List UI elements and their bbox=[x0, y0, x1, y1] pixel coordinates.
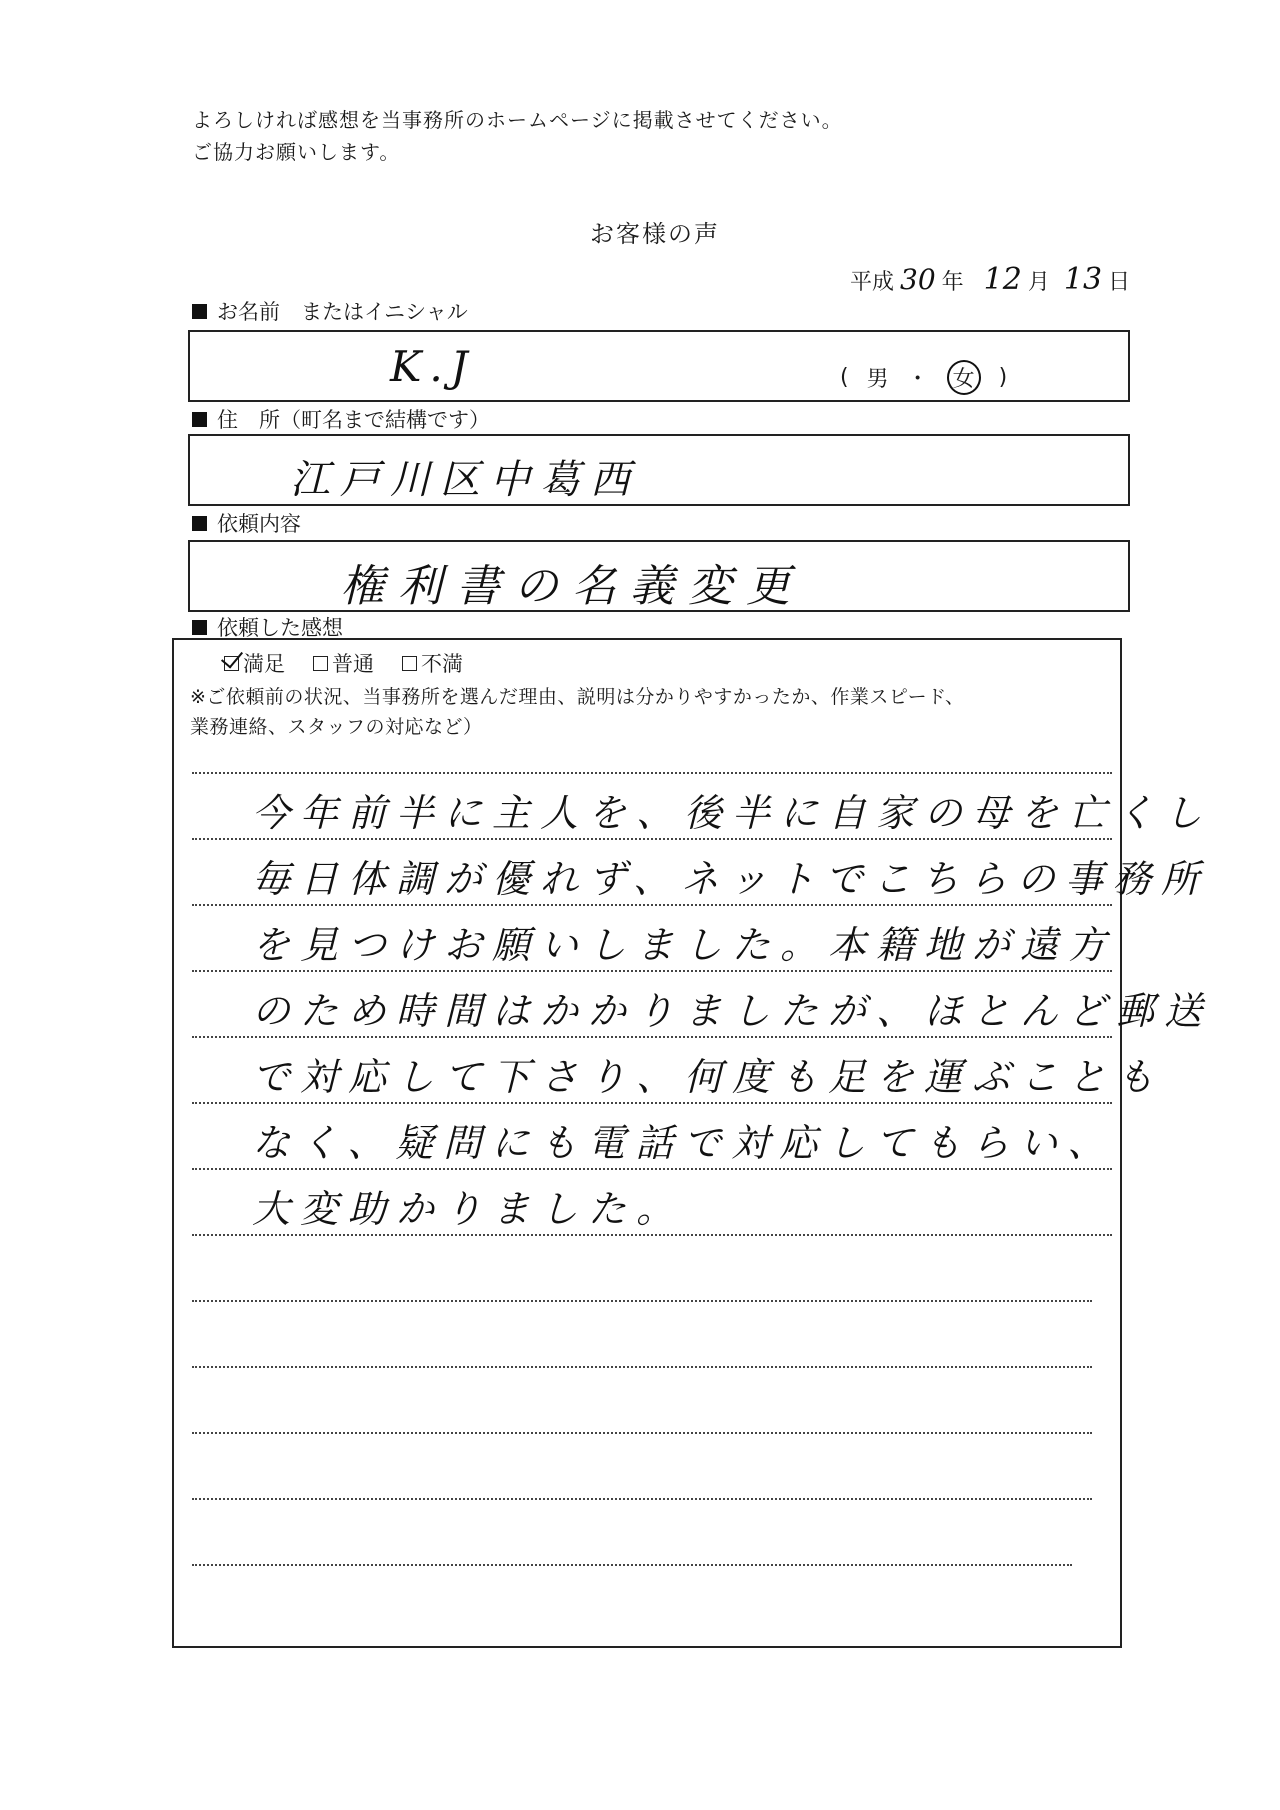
feedback-line-5: で対応して下さり、何度も足を運ぶことも bbox=[252, 1055, 1165, 1099]
ruled-line bbox=[192, 1168, 1112, 1170]
ruled-line bbox=[192, 1036, 1112, 1038]
option-normal bbox=[313, 648, 374, 678]
request-value: 権利書の名義変更 bbox=[340, 561, 804, 612]
gender-female-circled: 女 bbox=[947, 360, 981, 395]
square-bullet-icon bbox=[192, 304, 207, 319]
date-year: 30 bbox=[900, 263, 936, 296]
address-value: 江戸川区中葛西 bbox=[290, 457, 640, 503]
date-month: 12 bbox=[983, 262, 1022, 297]
page-title: お客様の声 bbox=[590, 220, 720, 248]
gender-selector bbox=[840, 360, 1007, 395]
ruled-line bbox=[192, 772, 1112, 774]
option-dissatisfied-label: 不満 bbox=[421, 652, 463, 676]
name-label-text: お名前 またはイニシャル bbox=[217, 300, 468, 324]
header-line-2: ご協力お願いします。 bbox=[192, 140, 401, 164]
address-label bbox=[192, 404, 490, 434]
request-box bbox=[188, 540, 1130, 612]
ruled-line bbox=[192, 1432, 1092, 1434]
square-bullet-icon bbox=[192, 412, 207, 427]
option-normal-label: 普通 bbox=[332, 652, 374, 676]
gender-separator: ・ bbox=[906, 367, 929, 392]
gender-male: 男 bbox=[866, 367, 889, 392]
gender-close: ) bbox=[998, 365, 1008, 390]
feedback-line-1: 今年前半に主人を、後半に自家の母を亡くし bbox=[252, 791, 1213, 835]
ruled-line bbox=[192, 970, 1112, 972]
checkbox-icon bbox=[313, 656, 328, 671]
feedback-box bbox=[172, 638, 1213, 1648]
ruled-line bbox=[192, 1234, 1112, 1236]
date-day: 13 bbox=[1063, 262, 1103, 297]
feedback-note-line-1: ※ご依頼前の状況、当事務所を選んだ理由、説明は分かりやすかったか、作業スピード、 bbox=[190, 686, 965, 708]
feedback-label-text: 依頼した感想 bbox=[217, 616, 343, 640]
ruled-line bbox=[192, 1366, 1092, 1368]
request-label bbox=[192, 508, 301, 538]
option-satisfied-label: 満足 bbox=[243, 652, 285, 676]
checkbox-icon bbox=[402, 656, 417, 671]
option-satisfied bbox=[224, 648, 285, 678]
date-month-unit: 月 bbox=[1027, 270, 1050, 295]
feedback-note-line-2: 業務連絡、スタッフの対応など） bbox=[190, 716, 483, 738]
date-row bbox=[850, 262, 1130, 297]
ruled-line bbox=[192, 1498, 1092, 1500]
feedback-line-2: 毎日体調が優れず、ネットでこちらの事務所 bbox=[252, 857, 1209, 901]
feedback-line-4: のため時間はかかりましたが、ほとんど郵送 bbox=[252, 989, 1213, 1033]
name-box bbox=[188, 330, 1130, 402]
date-day-unit: 日 bbox=[1108, 270, 1131, 295]
address-box bbox=[188, 434, 1130, 506]
header-line-1: よろしければ感想を当事務所のホームページに掲載させてください。 bbox=[192, 108, 843, 132]
square-bullet-icon bbox=[192, 620, 207, 635]
feedback-line-7: 大変助かりました。 bbox=[252, 1187, 685, 1231]
option-dissatisfied bbox=[402, 648, 463, 678]
feedback-line-3: を見つけお願いしました。本籍地が遠方 bbox=[252, 923, 1117, 967]
address-label-text: 住 所（町名まで結構です） bbox=[217, 408, 490, 432]
ruled-line bbox=[192, 1564, 1072, 1566]
ruled-line bbox=[192, 1102, 1112, 1104]
feedback-line-6: なく、疑問にも電話で対応してもらい、 bbox=[252, 1121, 1116, 1165]
name-label bbox=[192, 296, 468, 326]
checked-box-icon bbox=[224, 656, 239, 671]
date-year-unit: 年 bbox=[941, 270, 964, 295]
date-era: 平成 bbox=[850, 270, 895, 295]
request-label-text: 依頼内容 bbox=[217, 512, 301, 536]
satisfaction-options bbox=[224, 648, 491, 678]
ruled-line bbox=[192, 838, 1112, 840]
gender-open: ( bbox=[840, 365, 849, 390]
ruled-line bbox=[192, 1300, 1092, 1302]
square-bullet-icon bbox=[192, 516, 207, 531]
name-value: K.J bbox=[390, 342, 476, 391]
ruled-line bbox=[192, 904, 1112, 906]
